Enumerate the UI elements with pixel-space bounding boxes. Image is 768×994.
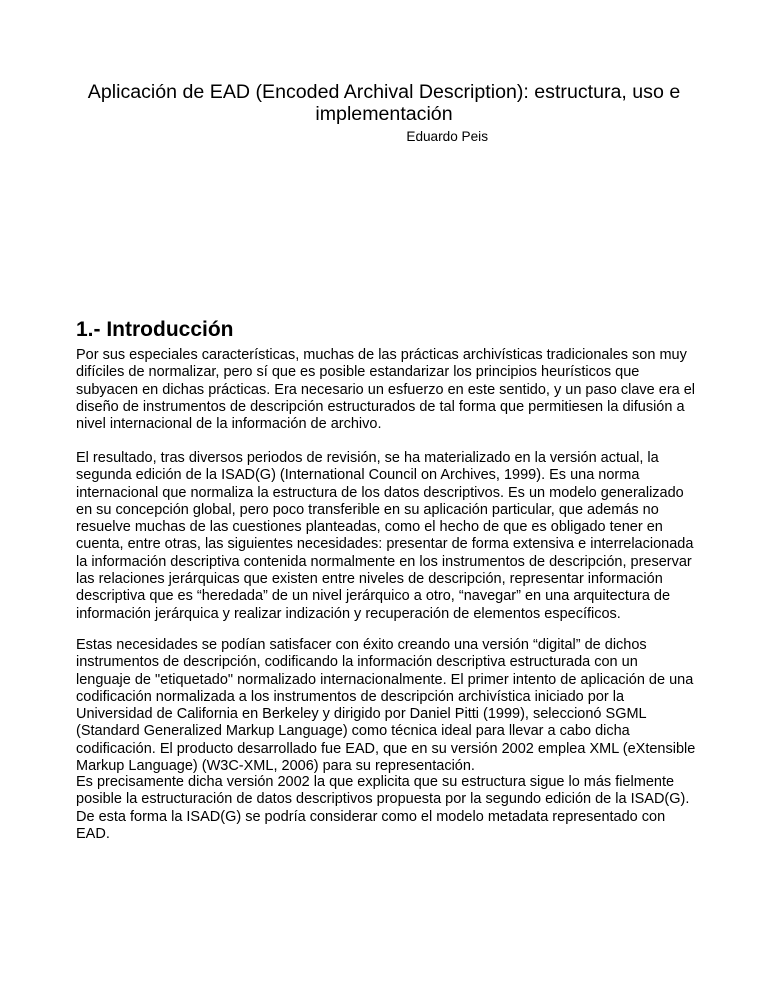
paragraph-4: Es precisamente dicha versión 2002 la que explicita que su estructura sigue lo más fielmente posible la estructuración de datos descriptivos propuesta por la segundo edición de la ISAD(G). De esta forma la ISAD(G) se podría considerar como el modelo metadata representado con EAD. bbox=[76, 774, 690, 842]
document-title: Aplicación de EAD (Encoded Archival Description): estructura, uso e implementación bbox=[87, 81, 681, 125]
paragraph-1: Por sus especiales características, muchas de las prácticas archivísticas tradicionales son muy difíciles de normalizar, pero sí que es posible estandarizar los principios heurísticos que subyacen en dichas prácticas. Era necesario un esfuerzo en este sentido, y un paso clave era el diseño de instrumentos de descripción estructurados de tal forma que permitiesen la difusión a nivel internacional de la información de archivo. bbox=[76, 347, 696, 433]
document-author: Eduardo Peis bbox=[406, 129, 488, 144]
section-heading: 1.- Introducción bbox=[76, 318, 234, 341]
paragraph-3: Estas necesidades se podían satisfacer con éxito creando una versión “digital” de dichos instrumentos de descripción, codificando la información descriptiva estructurada con un lenguaje de "etiquetado" normalizado internacionalmente. El primer intento de aplicación de una codificación normalizada a los instrumentos de descripción archivística iniciado por la Universidad de California en Berkeley y dirigido por Daniel Pitti (1999), seleccionó SGML (Standard Generalized Markup Language) como técnica ideal para llevar a cabo dicha codificación. El producto desarrollado fue EAD, que en su versión 2002 emplea XML (eXtensible Markup Language) (W3C-XML, 2006) para su representación. bbox=[76, 637, 696, 775]
paragraph-2: El resultado, tras diversos periodos de revisión, se ha materializado en la versión actual, la segunda edición de la ISAD(G) (International Council on Archives, 1999). Es una norma internacional que normaliza la estructura de los datos descriptivos. Es un modelo generalizado en su concepción global, pero poco transferible en su aplicación particular, que además no resuelve muchas de las cuestiones planteadas, como el hecho de que es obligado tener en cuenta, entre otras, las siguientes necesidades: presentar de forma extensiva e interrelacionada la información descriptiva contenida normalmente en los instrumentos de descripción, preservar las relaciones jerárquicas que existen entre niveles de descripción, representar información descriptiva que es “heredada” de un nivel jerárquico a otro, “navegar” en una arquitectura de información jerárquica y realizar indización y recuperación de elementos específicos. bbox=[76, 450, 694, 622]
